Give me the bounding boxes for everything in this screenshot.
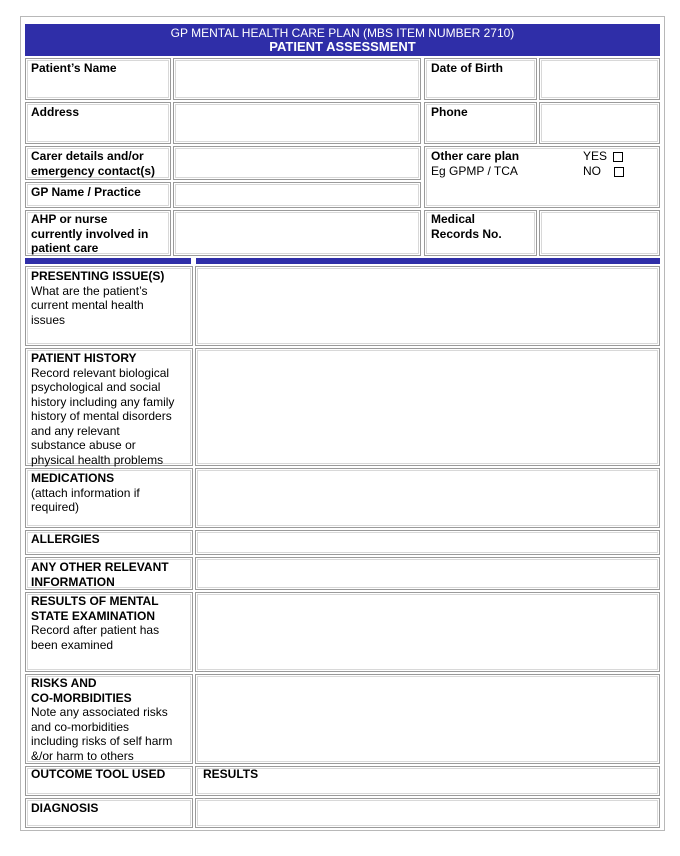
mse-title-line2: STATE EXAMINATION — [31, 608, 155, 623]
dob-label: Date of Birth — [431, 61, 503, 75]
presenting-desc: current mental health — [31, 298, 144, 312]
no-checkbox[interactable] — [614, 167, 624, 177]
header-title: GP MENTAL HEALTH CARE PLAN (MBS ITEM NUMBER 2710) — [170, 26, 515, 40]
patient-name-field[interactable] — [173, 58, 421, 100]
history-label — [31, 351, 174, 467]
presenting-field[interactable] — [195, 266, 660, 346]
history-title: PATIENT HISTORY — [31, 351, 137, 365]
ahp-label — [31, 212, 148, 256]
presenting-title: PRESENTING ISSUE(S) — [31, 269, 165, 283]
history-desc: psychological and social — [31, 380, 161, 394]
mse-desc: been examined — [31, 637, 114, 652]
other-info-label — [31, 560, 169, 589]
history-desc: and any relevant — [31, 423, 120, 438]
risks-field[interactable] — [195, 674, 660, 764]
yes-option — [583, 149, 623, 164]
results-title: RESULTS — [203, 767, 259, 781]
risks-title-line2: CO-MORBIDITIES — [31, 690, 132, 705]
gp-name-label: GP Name / Practice — [31, 185, 141, 199]
address-field[interactable] — [173, 102, 421, 144]
header-subtitle: PATIENT ASSESSMENT — [269, 39, 416, 54]
section-divider — [25, 258, 660, 264]
medications-label — [31, 471, 140, 515]
allergies-title: ALLERGIES — [31, 532, 100, 546]
medical-records-line1: Medical — [431, 212, 476, 226]
no-option — [583, 164, 624, 179]
carer-label-line2: emergency contact(s) — [31, 163, 156, 178]
diagnosis-title: DIAGNOSIS — [31, 801, 99, 815]
other-care-plan-label — [431, 149, 519, 178]
risks-desc: including risks of self harm — [31, 734, 173, 748]
history-desc: Record relevant biological — [31, 365, 170, 380]
ahp-label-line1: AHP or nurse — [31, 212, 108, 226]
risks-desc: Note any associated risks — [31, 705, 168, 719]
mse-desc: Record after patient has — [31, 623, 160, 637]
history-field[interactable] — [195, 348, 660, 466]
no-label: NO — [583, 164, 601, 178]
ahp-label-line3: patient care — [31, 241, 99, 255]
presenting-label — [31, 269, 164, 327]
medical-records-line2: Records No. — [431, 226, 502, 241]
ahp-label-line2: currently involved in — [31, 226, 149, 241]
risks-label — [31, 676, 172, 763]
carer-field[interactable] — [173, 146, 421, 180]
other-info-title-line2: INFORMATION — [31, 574, 115, 589]
history-desc: physical health problems — [31, 452, 164, 467]
patient-name-label: Patient’s Name — [31, 61, 117, 75]
presenting-desc: What are the patient’s — [31, 283, 148, 298]
risks-desc: and co-morbidities — [31, 719, 130, 734]
phone-field[interactable] — [539, 102, 660, 144]
mse-field[interactable] — [195, 592, 660, 672]
risks-title-line1: RISKS AND — [31, 676, 97, 690]
outcome-title: OUTCOME TOOL USED — [31, 767, 166, 781]
medical-records-field[interactable] — [539, 210, 660, 256]
address-label: Address — [31, 105, 80, 119]
other-care-plan-title: Other care plan — [431, 149, 520, 163]
yes-label: YES — [583, 149, 608, 163]
history-desc: history including any family — [31, 394, 175, 409]
ahp-field[interactable] — [173, 210, 421, 256]
medications-field[interactable] — [195, 468, 660, 528]
mse-label — [31, 594, 159, 652]
yes-checkbox[interactable] — [613, 152, 623, 162]
other-info-field[interactable] — [195, 557, 660, 590]
dob-field[interactable] — [539, 58, 660, 100]
other-care-plan-eg: Eg GPMP / TCA — [431, 163, 518, 178]
medications-title: MEDICATIONS — [31, 471, 115, 485]
history-desc: history of mental disorders — [31, 409, 172, 423]
history-desc: substance abuse or — [31, 438, 136, 452]
phone-label: Phone — [431, 105, 468, 119]
presenting-desc: issues — [31, 312, 66, 327]
results-field[interactable] — [195, 766, 660, 796]
form-header — [25, 24, 660, 56]
medical-records-label — [431, 212, 502, 241]
diagnosis-field[interactable] — [195, 798, 660, 828]
other-info-title-line1: ANY OTHER RELEVANT — [31, 560, 169, 574]
carer-label — [31, 149, 155, 178]
carer-label-line1: Carer details and/or — [31, 149, 144, 163]
risks-desc: &/or harm to others — [31, 748, 134, 763]
medications-desc: required) — [31, 500, 80, 514]
gp-name-field[interactable] — [173, 182, 421, 208]
mse-title-line1: RESULTS OF MENTAL — [31, 594, 159, 608]
medications-desc: (attach information if — [31, 485, 140, 500]
allergies-field[interactable] — [195, 530, 660, 555]
